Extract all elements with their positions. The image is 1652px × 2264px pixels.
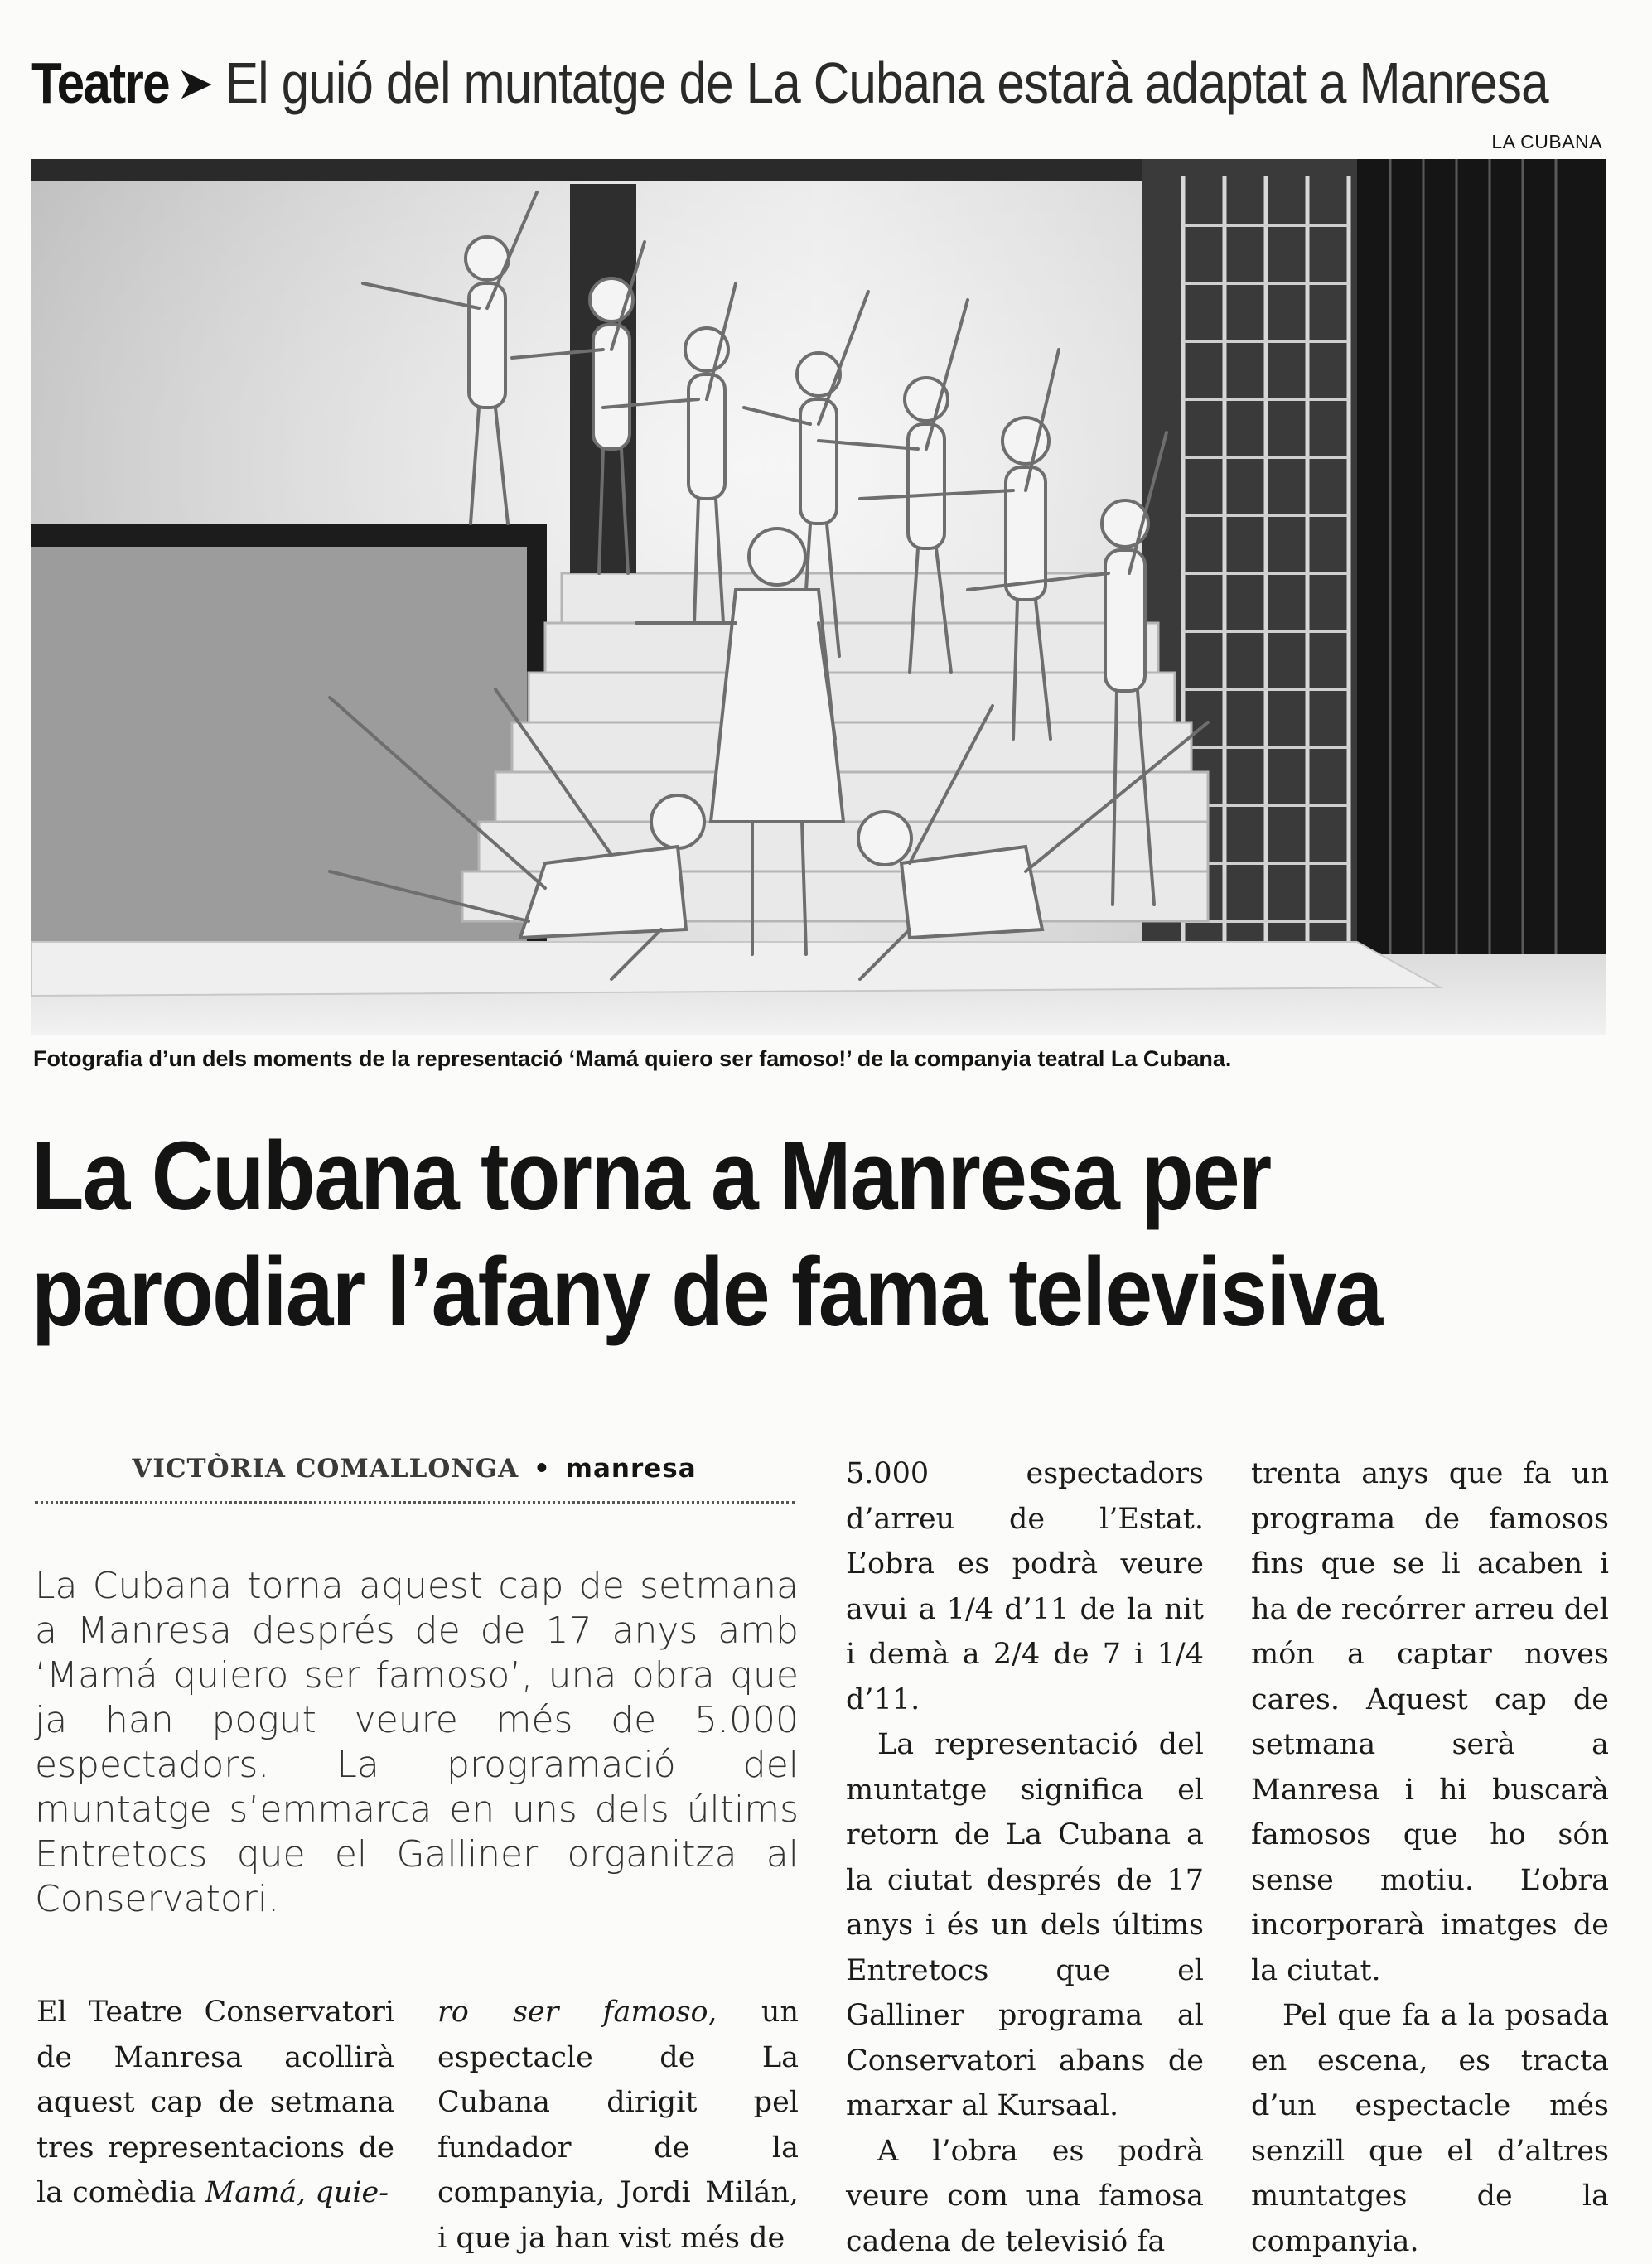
body-text: El Teatre Conservatori de Manresa acollirà aquest cap de setmana tres representacions de la comèdia bbox=[36, 1996, 394, 2209]
arrow-icon: ➤ bbox=[176, 57, 214, 109]
body-column-2 bbox=[437, 1990, 799, 2261]
lead-text: La Cubana torna aquest cap de setmana a Manresa després de de 17 anys amb ‘Mamá quiero ser famoso’, una obra que ja han pogut veure més de 5.000 espectadors. La programació del muntatge s’emmarca en uns dels últims Entretocs que el Galliner organitza al Conservatori. bbox=[35, 1564, 799, 1922]
body-paragraph: trenta anys que fa un programa de famosos fins que se li acaben i ha de recórrer arreu del món a captar noves cares. Aquest cap de setmana serà a Manresa i hi buscarà famosos que ho són sense motiu. L’obra incorporarà imatges de la ciutat. bbox=[1251, 1451, 1609, 1993]
body-italic: Mamá, quie- bbox=[205, 2176, 389, 2209]
byline bbox=[33, 1454, 795, 1484]
body-paragraph: A l’obra es podrà veure com una famosa cadena de televisió fa bbox=[846, 2129, 1204, 2264]
stage-photo bbox=[31, 159, 1606, 1035]
byline-separator: • bbox=[534, 1454, 551, 1484]
body-paragraph: La representació del muntatge significa el retorn de La Cubana a la ciutat després de 17 anys i és un dels últims Entretocs que el Galliner programa al Conservatori abans de marxar al Kursaal. bbox=[846, 1722, 1204, 2129]
lead-paragraph bbox=[35, 1564, 799, 1922]
body-paragraph: 5.000 espectadors d’arreu de l’Estat. L’obra es podrà veure avui a 1/4 d’11 de la nit i demà a 2/4 de 7 i 1/4 d’11. bbox=[846, 1451, 1204, 1722]
headline-line-1: La Cubana torna a Manresa per bbox=[31, 1118, 1424, 1234]
section-label: Teatre bbox=[31, 50, 169, 116]
section-title: El guió del muntatge de La Cubana estarà adaptat a Manresa bbox=[225, 50, 1548, 116]
photo-caption: Fotografia d’un dels moments de la representació ‘Mamá quiero ser famoso!’ de la companyia teatral La Cubana. bbox=[33, 1046, 1231, 1072]
body-column-3 bbox=[846, 1451, 1204, 2264]
body-column-4 bbox=[1251, 1451, 1609, 2264]
byline-location: manresa bbox=[566, 1454, 697, 1484]
byline-author: VICTÒRIA COMALLONGA bbox=[132, 1454, 519, 1484]
section-header bbox=[31, 46, 1652, 120]
body-paragraph: Pel que fa a la posada en escena, es tracta d’un espectacle més senzill que el d’altres muntatges de la companyia. bbox=[1251, 1993, 1609, 2264]
body-column-1 bbox=[36, 1990, 394, 2216]
body-text: , un espectacle de La Cubana dirigit pel fundador de la companyia, Jordi Milán, i que ja han vist més de bbox=[437, 1996, 799, 2255]
headline bbox=[31, 1118, 1424, 1350]
headline-line-2: parodiar l’afany de fama televisiva bbox=[31, 1234, 1424, 1350]
photo-credit: LA CUBANA bbox=[1491, 131, 1602, 153]
body-italic: ro ser famoso bbox=[437, 1996, 708, 2029]
byline-divider bbox=[35, 1501, 795, 1504]
